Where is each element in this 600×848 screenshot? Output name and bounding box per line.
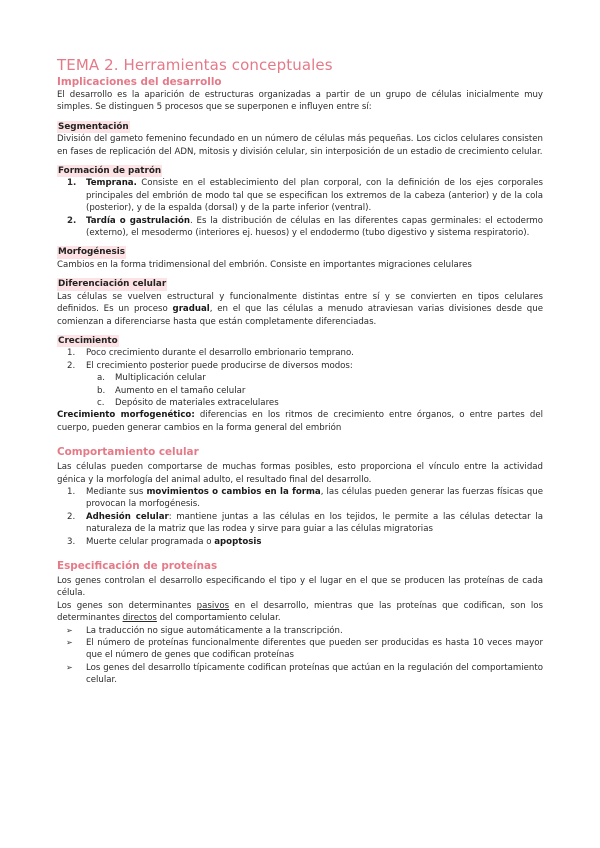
arrow-bullet-icon: ➢ bbox=[66, 625, 73, 635]
subheading-formacion-patron: Formación de patrón bbox=[58, 166, 162, 177]
subheading-diferenciacion: Diferenciación celular bbox=[58, 279, 167, 290]
paragraph-crecimiento-morfogenetico: Crecimiento morfogenético: diferencias en los ritmos de crecimiento entre órganos, o entre partes del cuerpo, pueden generar cambios en la forma general del embrión bbox=[57, 410, 543, 433]
list-item: 2. Adhesión celular: mantiene juntas a las células en los tejidos, le permite a las células detectar la naturaleza de la matriz que las rodea y sirve para guiar a las células migratorias bbox=[67, 511, 544, 535]
sub-list-item: a. Multiplicación celular bbox=[97, 373, 206, 384]
list-item: ➢ El número de proteínas funcionalmente diferentes que pueden ser producidas es hasta 10 veces mayor que el número de genes que codifican proteínas bbox=[66, 638, 543, 661]
subheading-crecimiento: Crecimiento bbox=[58, 335, 118, 346]
paragraph-especificacion-2: Los genes son determinantes pasivos en el desarrollo, mientras que las proteínas que codifican, son los determinantes directos del comportamiento celular. bbox=[57, 600, 543, 624]
sub-list-item: c. Depósito de materiales extracelulares bbox=[97, 397, 279, 408]
arrow-bullet-icon: ➢ bbox=[66, 662, 73, 672]
subheading-segmentacion: Segmentación bbox=[58, 121, 129, 132]
list-crecimiento bbox=[57, 347, 543, 409]
section-heading-implicaciones: Implicaciones del desarrollo bbox=[57, 76, 222, 88]
paragraph-especificacion-1: Los genes controlan el desarrollo especificando el tipo y el lugar en el que se producen las proteínas de cada célula. bbox=[57, 576, 543, 599]
section-heading-especificacion: Especificación de proteínas bbox=[57, 560, 218, 572]
list-item: 2. Tardía o gastrulación. Es la distribución de células en las diferentes capas germinales: el ectodermo (externo), el mesodermo (interiores ej. huesos) y el endodermo (tubo digestivo y sistema respiratorio). bbox=[67, 215, 543, 239]
paragraph-intro: El desarrollo es la aparición de estructuras organizadas a partir de un grupo de células inicialmente muy simples. Se distinguen 5 procesos que se superponen e influyen entre sí: bbox=[57, 90, 543, 113]
sub-list-item: b. Aumento en el tamaño celular bbox=[97, 385, 246, 396]
list-item: 1. Temprana. Consiste en el establecimiento del plan corporal, con la definición de los ejes corporales principales del embrión de modo tal que se especifican los extremos de la cabeza (anterior) y de la cola (posterior), y de la espalda (dorsal) y de la parte inferior (ventral). bbox=[67, 178, 543, 214]
list-item: 1. Poco crecimiento durante el desarrollo embrionario temprano. bbox=[67, 348, 354, 359]
arrow-bullet-icon: ➢ bbox=[66, 638, 73, 648]
list-item: ➢ La traducción no sigue automáticamente a la transcripción. bbox=[66, 625, 343, 636]
list-item: 1. Mediante sus movimientos o cambios en la forma, las células pueden generar las fuerzas físicas que provocan la morfogénesis. bbox=[67, 486, 543, 510]
list-formacion-patron bbox=[57, 177, 543, 239]
paragraph-diferenciacion: Las células se vuelven estructural y funcionalmente distintas entre sí y se convierten en tipos celulares definidos. Es un proceso gradual, en el que las células a menudo atraviesan varias divisiones desde que comienzan a diferenciarse hasta que están completamente diferenciadas. bbox=[57, 291, 543, 327]
paragraph-comportamiento: Las células pueden comportarse de muchas formas posibles, esto proporciona el vínculo entre la actividad génica y la morfología del animal adulto, el resultado final del desarrollo. bbox=[57, 462, 543, 485]
paragraph-morfogenesis: Cambios en la forma tridimensional del embrión. Consiste en importantes migraciones celulares bbox=[57, 259, 472, 270]
list-item: ➢ Los genes del desarrollo típicamente codifican proteínas que actúan en la regulación del comportamiento celular. bbox=[66, 662, 543, 686]
paragraph-segmentacion: División del gameto femenino fecundado en un número de células más pequeñas. Los ciclos celulares consisten en fases de replicación del ADN, mitosis y división celular, sin interposición de un estadio de crecimiento celular. bbox=[57, 134, 543, 157]
list-comportamiento bbox=[57, 486, 543, 548]
section-heading-comportamiento: Comportamiento celular bbox=[57, 446, 199, 459]
page-title: TEMA 2. Herramientas conceptuales bbox=[57, 56, 333, 74]
list-especificacion bbox=[57, 625, 543, 687]
subheading-morfogenesis: Morfogénesis bbox=[58, 247, 125, 258]
document-content bbox=[57, 55, 543, 687]
list-item: 3. Muerte celular programada o apoptosis bbox=[67, 536, 262, 547]
list-item: 2. El crecimiento posterior puede producirse de diversos modos: bbox=[67, 360, 353, 371]
